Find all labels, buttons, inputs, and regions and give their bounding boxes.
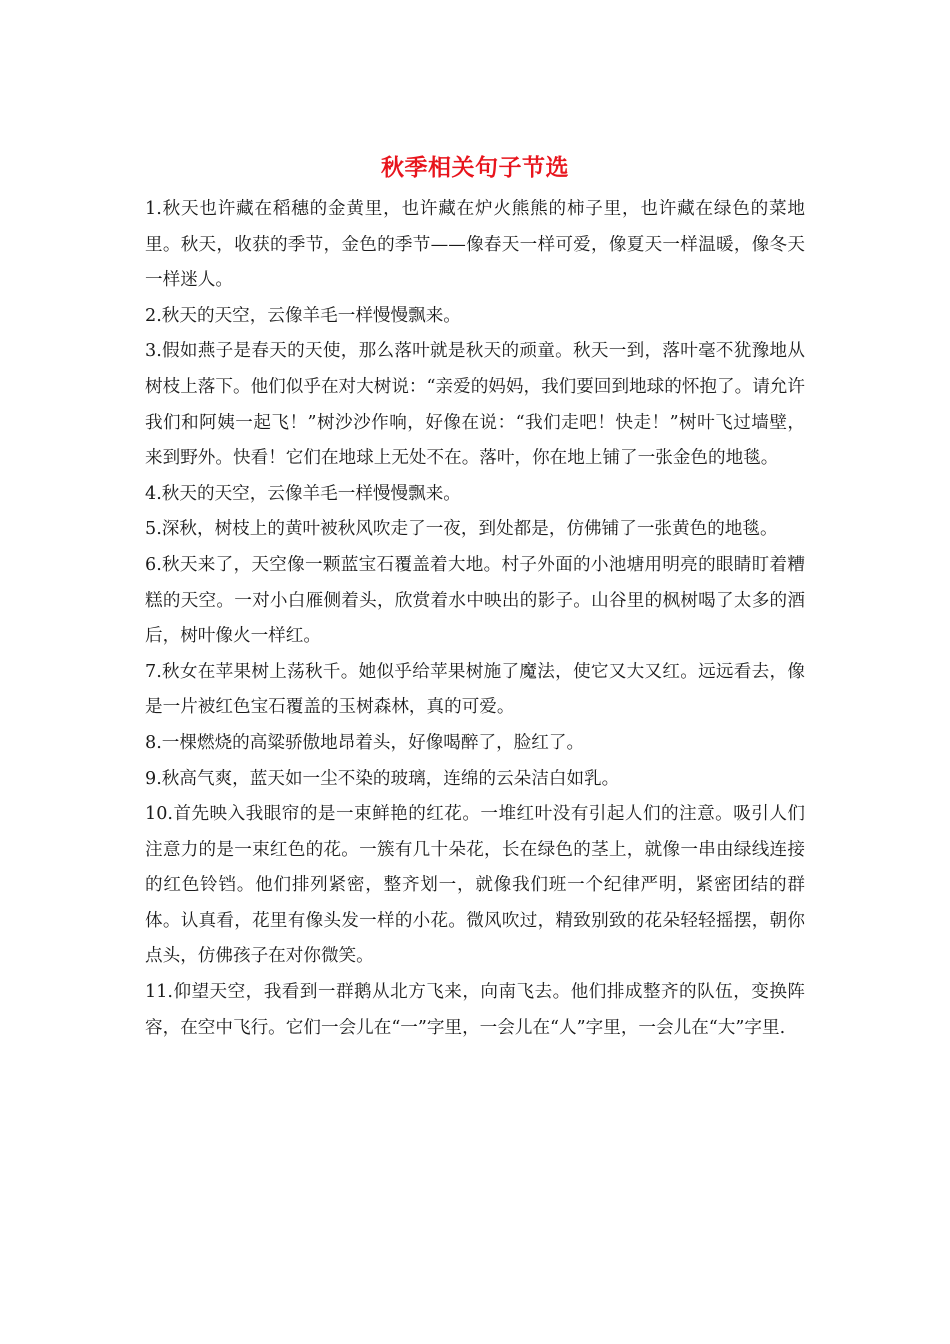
paragraph-10: 10.首先映入我眼帘的是一束鲜艳的红花。一堆红叶没有引起人们的注意。吸引人们注意力的是一束红色的花。一簇有几十朵花，长在绿色的茎上，就像一串由绿线连接的红色铃铛。他们排列紧密，整齐划一，就像我们班一个纪律严明，紧密团结的群体。认真看，花里有像头发一样的小花。微风吹过，精致别致的花朵轻轻摇摆，朝你点头，仿佛孩子在对你微笑。 bbox=[145, 804, 805, 967]
paragraph-5: 5.深秋，树枝上的黄叶被秋风吹走了一夜，到处都是，仿佛铺了一张黄色的地毯。 bbox=[145, 519, 778, 540]
paragraph-1: 1.秋天也许藏在稻穗的金黄里，也许藏在炉火熊熊的柿子里，也许藏在绿色的菜地里。秋天，收获的季节，金色的季节——像春天一样可爱，像夏天一样温暖，像冬天一样迷人。 bbox=[145, 199, 805, 291]
paragraph-9: 9.秋高气爽，蓝天如一尘不染的玻璃，连绵的云朵洁白如乳。 bbox=[145, 768, 620, 789]
paragraph-6: 6.秋天来了，天空像一颗蓝宝石覆盖着大地。村子外面的小池塘用明亮的眼睛盯着糟糕的天空。一对小白雁侧着头，欣赏着水中映出的影子。山谷里的枫树喝了太多的酒后，树叶像火一样红。 bbox=[145, 554, 805, 647]
document-title: 秋季相关句子节选 bbox=[381, 154, 569, 181]
paragraph-4: 4.秋天的天空，云像羊毛一样慢慢飘来。 bbox=[145, 483, 461, 504]
paragraph-3: 3.假如燕子是春天的天使，那么落叶就是秋天的顽童。秋天一到，落叶毫不犹豫地从树枝上落下。他们似乎在对大树说：“亲爱的妈妈，我们要回到地球的怀抱了。请允许我们和阿姨一起飞！”树沙沙作响，好像在说：“我们走吧！快走！”树叶飞过墙壁，来到野外。快看！它们在地球上无处不在。落叶，你在地上铺了一张金色的地毯。 bbox=[145, 341, 805, 469]
document-body bbox=[145, 192, 805, 1046]
paragraph-11: 11.仰望天空，我看到一群鹅从北方飞来，向南飞去。他们排成整齐的队伍，变换阵容，在空中飞行。它们一会儿在“一”字里，一会儿在“人”字里，一会儿在“大”字里. bbox=[145, 982, 805, 1038]
paragraph-8: 8.一棵燃烧的高粱骄傲地昂着头，好像喝醉了，脸红了。 bbox=[145, 732, 585, 753]
paragraph-2: 2.秋天的天空，云像羊毛一样慢慢飘来。 bbox=[145, 305, 461, 326]
paragraph-7: 7.秋女在苹果树上荡秋千。她似乎给苹果树施了魔法，使它又大又红。远远看去，像是一片被红色宝石覆盖的玉树森林，真的可爱。 bbox=[145, 661, 805, 718]
